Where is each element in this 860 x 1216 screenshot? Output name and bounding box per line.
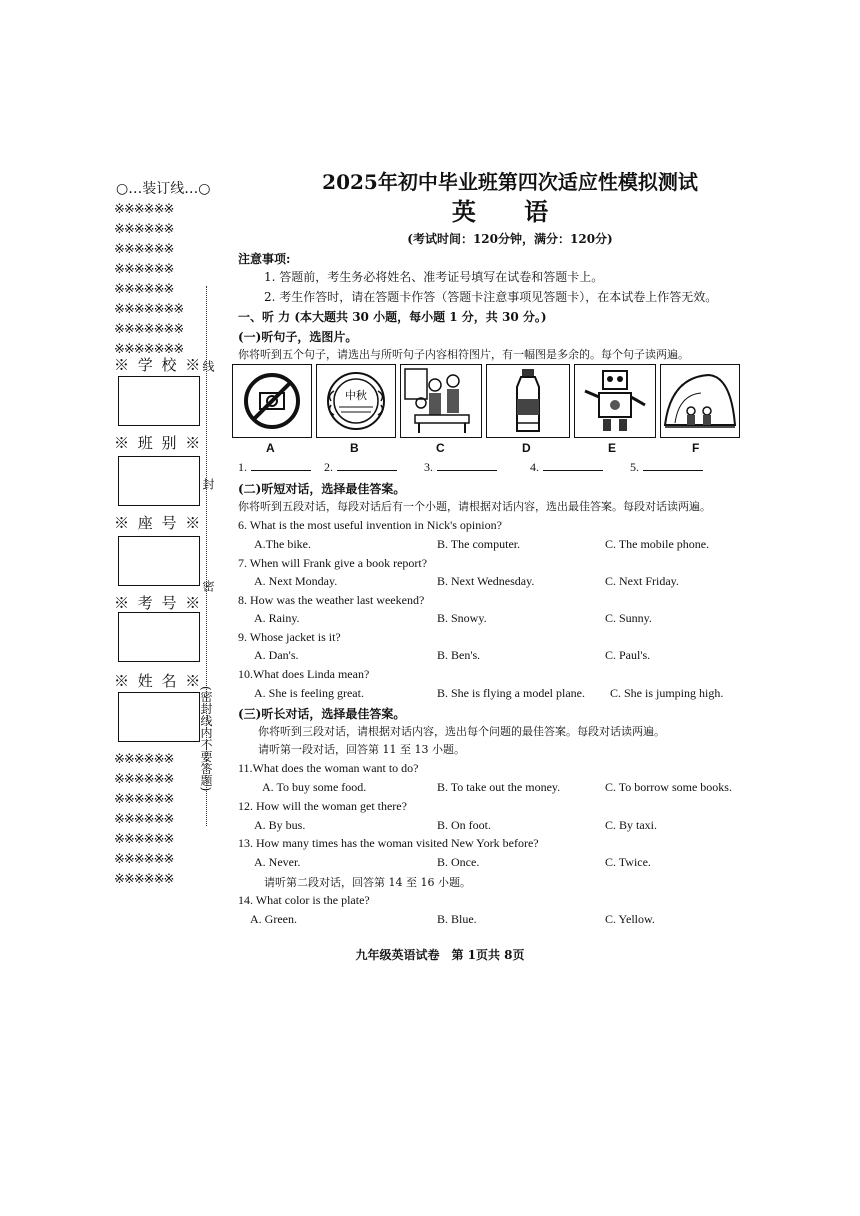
q10-option-c[interactable]: C. She is jumping high.	[610, 686, 724, 700]
cross-row: ※※※※※※	[114, 792, 174, 807]
section-3-instructions: 你将听到三段对话，请根据对话内容，选出每个问题的最佳答案。每段对话读两遍。	[258, 725, 665, 738]
picture-f-tent-camping	[660, 364, 740, 438]
cross-row: ※※※※※※※	[114, 302, 184, 317]
notice-item-1: 1. 答题前，考生务必将姓名、准考证号填写在试卷和答题卡上。	[264, 270, 604, 284]
exam-title: 2025年初中毕业班第四次适应性模拟测试	[322, 170, 698, 194]
picture-a-no-camera	[232, 364, 312, 438]
cross-row: ※※※※※※	[114, 202, 174, 217]
q13-option-c[interactable]: C. Twice.	[605, 855, 651, 869]
picture-label-e: E	[608, 441, 617, 455]
cross-row: ※※※※※※	[114, 872, 174, 887]
q13-option-b[interactable]: B. Once.	[437, 855, 480, 869]
question-11: 11.What does the woman want to do?	[238, 761, 419, 775]
q11-option-a[interactable]: A. To buy some food.	[262, 780, 367, 794]
q9-option-c[interactable]: C. Paul's.	[605, 648, 651, 662]
q7-option-a[interactable]: A. Next Monday.	[254, 574, 338, 588]
blank-number: 3.	[424, 460, 433, 474]
question-9: 9. Whose jacket is it?	[238, 630, 341, 644]
seat-label: ※ 座 号 ※	[114, 514, 203, 532]
picture-label-d: D	[522, 441, 531, 455]
cross-row: ※※※※※※	[114, 812, 174, 827]
q14-option-b[interactable]: B. Blue.	[437, 912, 477, 926]
q11-option-b[interactable]: B. To take out the money.	[437, 780, 561, 794]
picture-e-robot	[574, 364, 656, 438]
family-dinner-icon	[401, 365, 481, 437]
section-1-instructions: 你将听到五个句子，请选出与所听句子内容相符图片，有一幅图是多余的。每个句子读两遍。	[238, 348, 689, 361]
class-label: ※ 班 别 ※	[114, 434, 203, 452]
page-footer: 九年级英语试卷 第 1页共 8页	[355, 948, 525, 962]
notice-item-2: 2. 考生作答时，请在答题卡作答（答题卡注意事项见答题卡），在本试卷上作答无效。	[264, 290, 718, 304]
q9-option-b[interactable]: B. Ben's.	[437, 648, 481, 662]
cross-row: ※※※※※※	[114, 852, 174, 867]
seat-box[interactable]	[118, 536, 200, 586]
subject-title: 英 语	[451, 197, 569, 226]
mooncake-icon	[317, 365, 395, 437]
picture-d-bottle	[486, 364, 570, 438]
notice-heading: 注意事项:	[238, 252, 291, 266]
q12-option-b[interactable]: B. On foot.	[437, 818, 491, 832]
cross-row: ※※※※※※	[114, 262, 174, 277]
name-label: ※ 姓 名 ※	[114, 672, 203, 690]
answer-blank-5[interactable]	[630, 460, 703, 475]
picture-label-b: B	[350, 441, 359, 455]
blank-number: 4.	[530, 460, 539, 474]
blank-number: 5.	[630, 460, 639, 474]
exam-number-label: ※ 考 号 ※	[114, 594, 203, 612]
cross-row: ※※※※※※	[114, 222, 174, 237]
robot-icon	[575, 365, 655, 437]
section-1-title: (一)听句子，选图片。	[238, 330, 358, 344]
binding-title: ○…装订线…○	[116, 181, 211, 197]
cross-row: ※※※※※※※	[114, 342, 184, 357]
picture-label-a: A	[266, 441, 275, 455]
q13-option-a[interactable]: A. Never.	[254, 855, 301, 869]
question-13: 13. How many times has the woman visited New York before?	[238, 836, 539, 850]
cross-row: ※※※※※※	[114, 242, 174, 257]
q11-option-c[interactable]: C. To borrow some books.	[605, 780, 732, 794]
cross-row: ※※※※※※	[114, 832, 174, 847]
school-box[interactable]	[118, 376, 200, 426]
question-6: 6. What is the most useful invention in Nick's opinion?	[238, 518, 502, 532]
q8-option-c[interactable]: C. Sunny.	[605, 611, 652, 625]
exam-number-box[interactable]	[118, 612, 200, 662]
question-10: 10.What does Linda mean?	[238, 667, 370, 681]
seal-note: (密封线内不要答题)	[199, 686, 213, 792]
school-label: ※ 学 校 ※	[114, 356, 203, 374]
answer-blank-3[interactable]	[424, 460, 497, 475]
q6-option-b[interactable]: B. The computer.	[437, 537, 521, 551]
name-box[interactable]	[118, 692, 200, 742]
part-heading: 一、听 力 (本大题共 30 小题，每小题 1 分，共 30 分。)	[238, 310, 547, 324]
section-2-instructions: 你将听到五段对话，每段对话后有一个小题，请根据对话内容，选出最佳答案。每段对话读两遍。	[238, 500, 711, 513]
q6-option-c[interactable]: C. The mobile phone.	[605, 537, 710, 551]
line-mark: 线	[201, 360, 215, 372]
exam-info: (考试时间：120分钟，满分：120分)	[407, 232, 613, 246]
cross-row: ※※※※※※	[114, 752, 174, 767]
secret-mark: 密	[201, 580, 215, 592]
q14-option-a[interactable]: A. Green.	[250, 912, 297, 926]
class-box[interactable]	[118, 456, 200, 506]
answer-blank-1[interactable]	[238, 460, 311, 475]
seal-mark: 封	[201, 478, 215, 490]
cross-row: ※※※※※※※	[114, 322, 184, 337]
q9-option-a[interactable]: A. Dan's.	[254, 648, 299, 662]
q10-option-a[interactable]: A. She is feeling great.	[254, 686, 364, 700]
q12-option-c[interactable]: C. By taxi.	[605, 818, 658, 832]
question-7: 7. When will Frank give a book report?	[238, 556, 428, 570]
picture-b-mooncake	[316, 364, 396, 438]
blank-number: 2.	[324, 460, 333, 474]
bottle-icon	[487, 365, 569, 437]
blank-number: 1.	[238, 460, 247, 474]
no-camera-icon	[233, 365, 311, 437]
section-3-second-dialogue: 请听第二段对话，回答第 14 至 16 小题。	[264, 876, 471, 889]
question-12: 12. How will the woman get there?	[238, 799, 407, 813]
q8-option-a[interactable]: A. Rainy.	[254, 611, 300, 625]
question-8: 8. How was the weather last weekend?	[238, 593, 425, 607]
picture-label-c: C	[436, 441, 445, 455]
q12-option-a[interactable]: A. By bus.	[254, 818, 306, 832]
cross-row: ※※※※※※	[114, 772, 174, 787]
q14-option-c[interactable]: C. Yellow.	[605, 912, 655, 926]
question-14: 14. What color is the plate?	[238, 893, 370, 907]
section-2-title: (二)听短对话，选择最佳答案。	[238, 482, 406, 496]
section-3-first-dialogue: 请听第一段对话，回答第 11 至 13 小题。	[258, 743, 465, 756]
q8-option-b[interactable]: B. Snowy.	[437, 611, 487, 625]
cross-row: ※※※※※※	[114, 282, 174, 297]
answer-blank-2[interactable]	[324, 460, 397, 475]
picture-label-f: F	[692, 441, 700, 455]
q7-option-c[interactable]: C. Next Friday.	[605, 574, 679, 588]
picture-c-family-dinner	[400, 364, 482, 438]
q7-option-b[interactable]: B. Next Wednesday.	[437, 574, 535, 588]
answer-blank-4[interactable]	[530, 460, 603, 475]
mooncake-text: 中秋	[345, 389, 367, 402]
tent-icon	[661, 365, 739, 437]
q10-option-b[interactable]: B. She is flying a model plane.	[437, 686, 585, 700]
q6-option-a[interactable]: A.The bike.	[254, 537, 311, 551]
section-3-title: (三)听长对话，选择最佳答案。	[238, 707, 406, 721]
